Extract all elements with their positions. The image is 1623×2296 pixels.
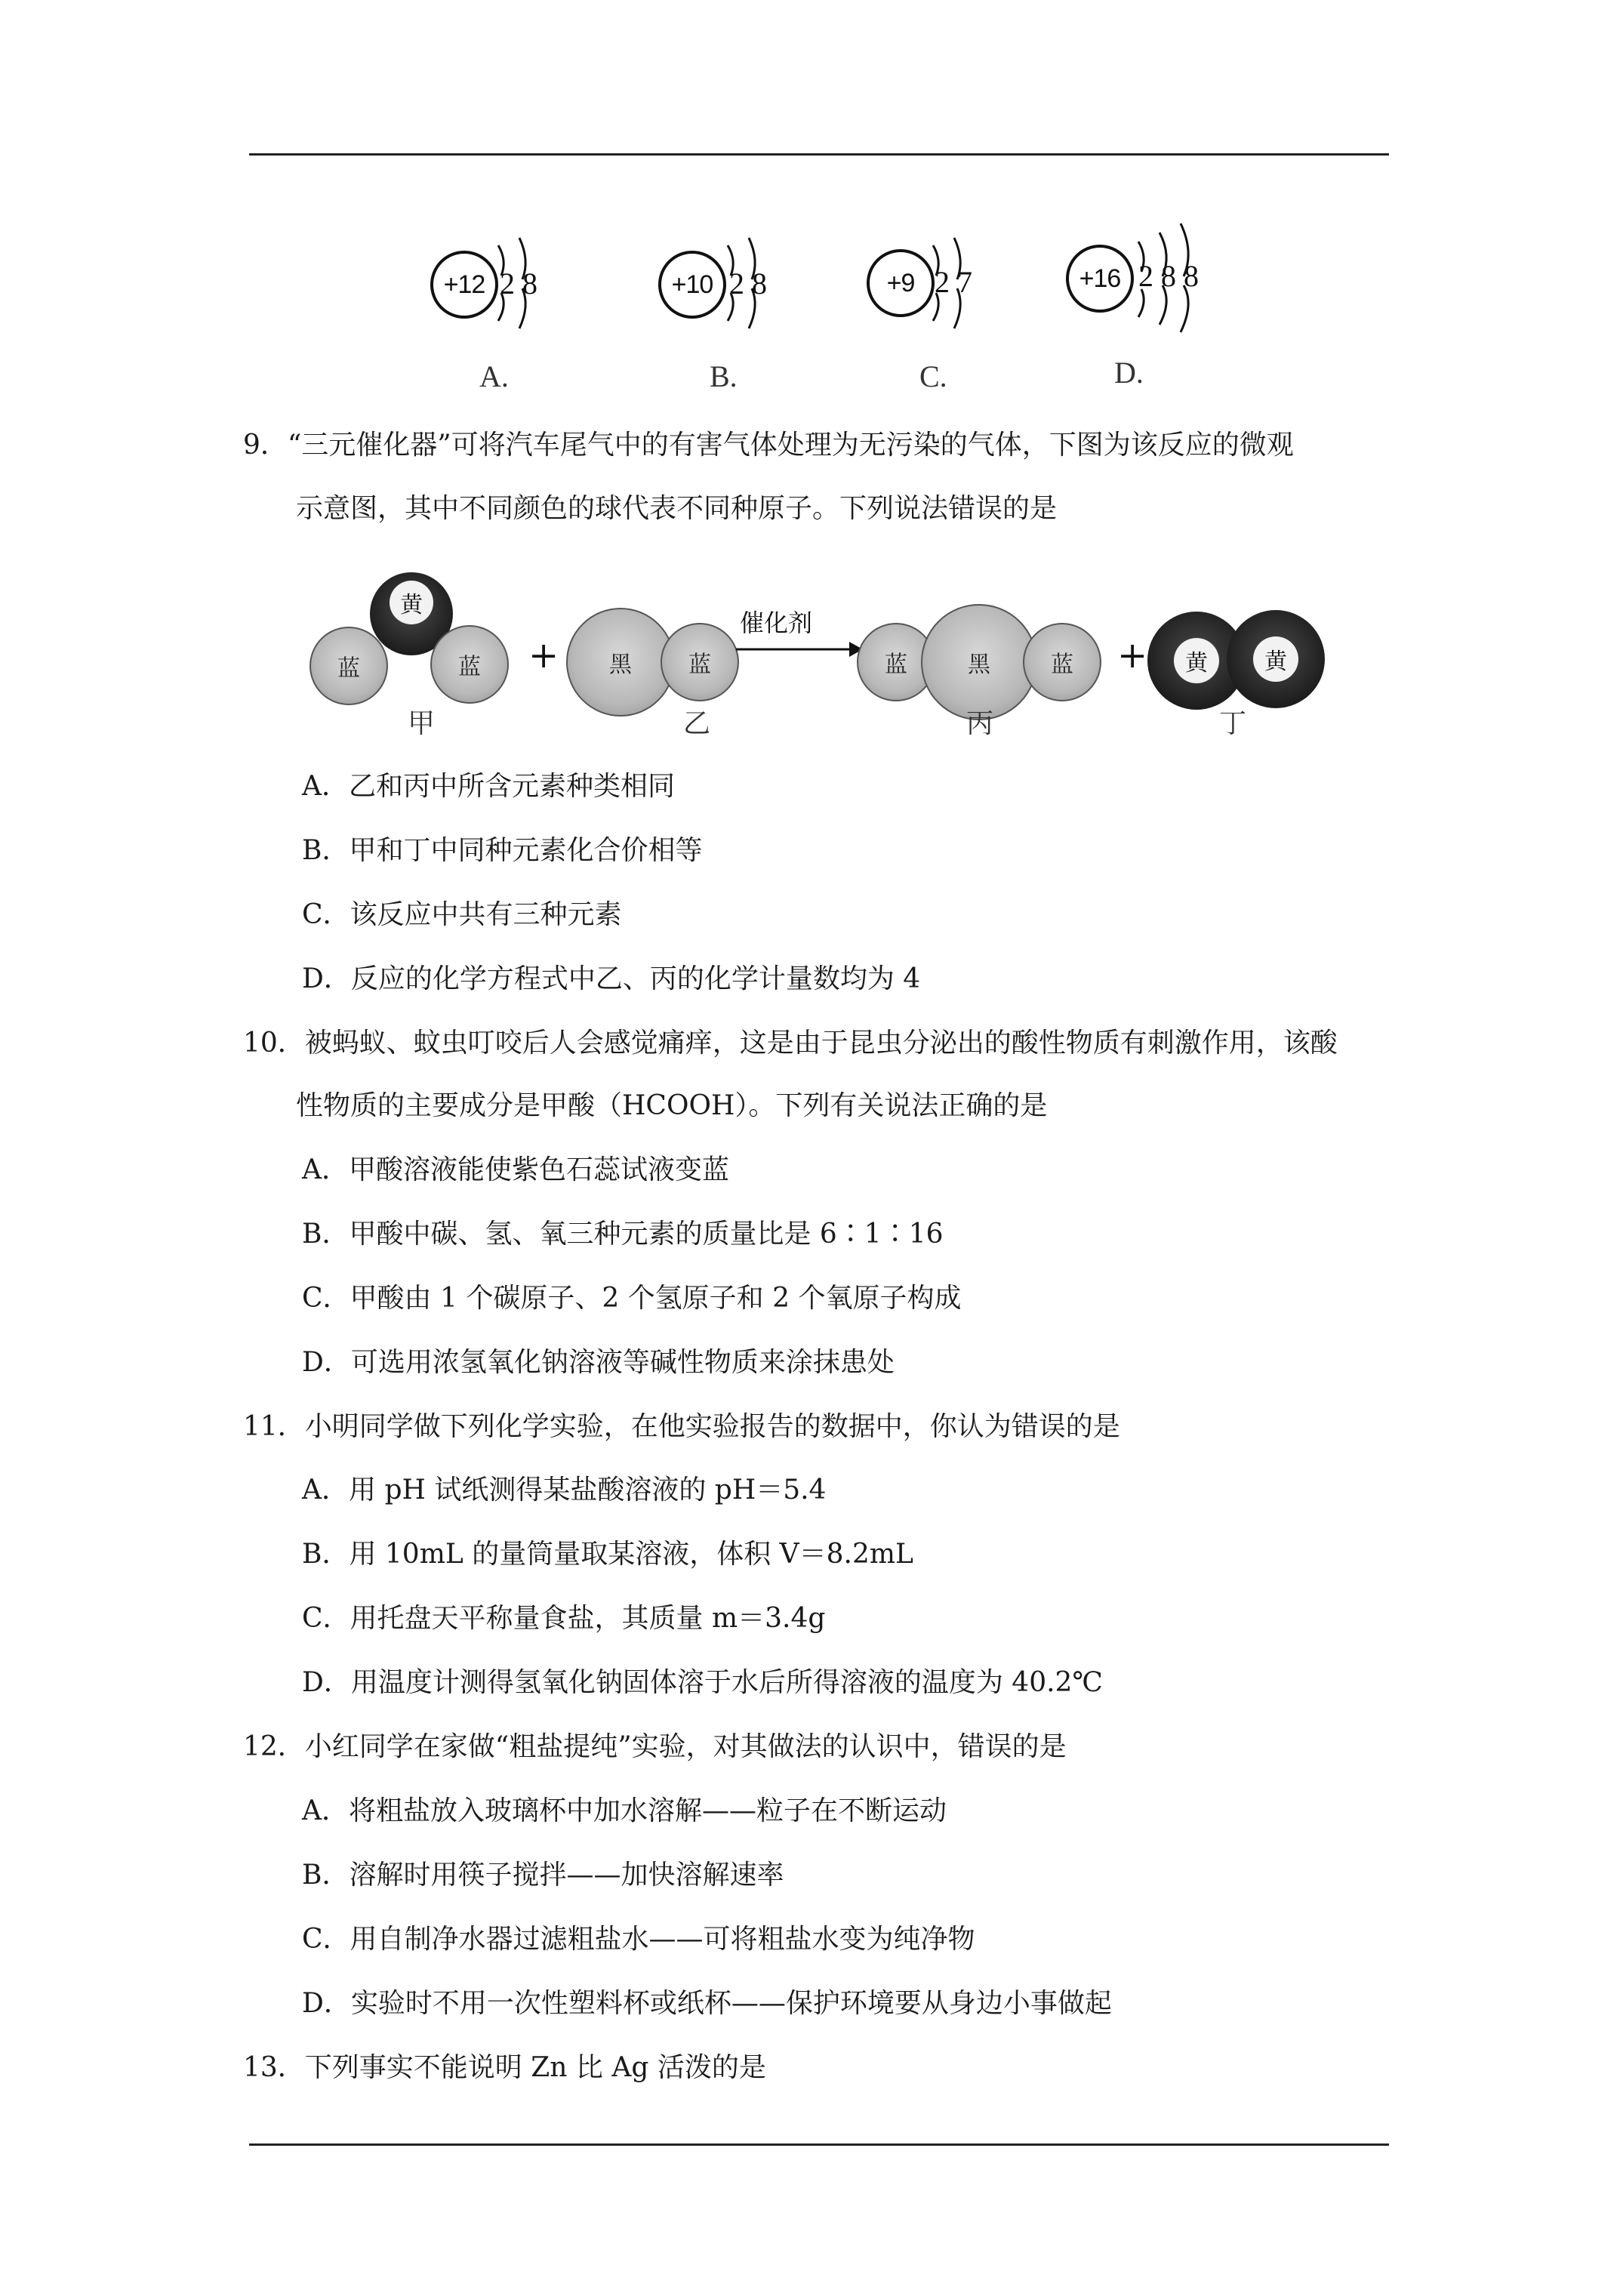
electron-shells: 2 8 bbox=[729, 267, 767, 300]
reactant-label-yi: 乙 bbox=[683, 708, 711, 739]
atom-label: 蓝 bbox=[337, 655, 360, 682]
reactant-label-jia: 甲 bbox=[408, 708, 436, 739]
atom-label: 黑 bbox=[968, 652, 990, 678]
nucleus-circle: +9 bbox=[867, 249, 935, 317]
question-10-option-d: D．可选用浓氢氧化钠溶液等碱性物质来涂抹患处 bbox=[302, 1347, 895, 1378]
plus-sign: + bbox=[528, 634, 559, 676]
question-9-stem-line1: 9．“三元催化器”可将汽车尾气中的有害气体处理为无污染的气体，下图为该反应的微观 bbox=[243, 430, 1294, 461]
atom-label: 黄 bbox=[390, 581, 433, 624]
atom-diagram-b bbox=[649, 204, 815, 408]
atom-label: 黄 bbox=[1253, 636, 1298, 682]
electron-shells: 2 8 8 bbox=[1138, 259, 1199, 293]
question-10-stem-line1: 10．被蚂蚁、蚊虫叮咬后人会感觉痛痒，这是由于昆虫分泌出的酸性物质有刺激作用，该酸 bbox=[243, 1028, 1338, 1059]
question-12-option-a: A．将粗盐放入玻璃杯中加水溶解——粒子在不断运动 bbox=[302, 1795, 947, 1826]
atom-ball-blue bbox=[430, 625, 509, 704]
atom-ball-black bbox=[566, 608, 675, 717]
question-11-option-c: C．用托盘天平称量食盐，其质量 m＝3.4g bbox=[302, 1603, 826, 1634]
question-9-option-c: C．该反应中共有三种元素 bbox=[302, 899, 622, 930]
option-label: A. bbox=[479, 359, 509, 393]
nucleus-circle: +16 bbox=[1066, 245, 1134, 313]
question-12-option-c: C．用自制净水器过滤粗盐水——可将粗盐水变为纯净物 bbox=[302, 1924, 975, 1955]
plus-sign: + bbox=[1117, 634, 1148, 676]
question-10-option-c: C．甲酸由 1 个碳原子、2 个氢原子和 2 个氧原子构成 bbox=[302, 1283, 962, 1314]
atom-diagram-d bbox=[1057, 204, 1261, 408]
atom-ball-blue bbox=[661, 623, 739, 701]
atom-label: 蓝 bbox=[1051, 652, 1073, 678]
reaction-arrow-icon bbox=[736, 638, 864, 661]
atom-ball-blue bbox=[310, 627, 388, 705]
option-label: C. bbox=[919, 359, 947, 393]
atom-label: 蓝 bbox=[688, 652, 711, 678]
question-11-option-b: B．用 10mL 的量筒量取某溶液，体积 V＝8.2mL bbox=[302, 1539, 913, 1570]
header-rule bbox=[249, 153, 1389, 156]
question-9-option-b: B．甲和丁中同种元素化合价相等 bbox=[302, 835, 703, 866]
atom-label: 蓝 bbox=[458, 654, 481, 680]
electron-shells: 2 7 bbox=[935, 265, 972, 299]
question-9-option-d: D．反应的化学方程式中乙、丙的化学计量数均为 4 bbox=[302, 963, 921, 994]
electron-shells: 2 8 bbox=[500, 267, 537, 300]
atom-label: 黄 bbox=[1174, 638, 1219, 683]
catalyst-label: 催化剂 bbox=[740, 609, 813, 637]
nucleus-circle: +10 bbox=[658, 251, 726, 319]
question-13-stem: 13．下列事实不能说明 Zn 比 Ag 活泼的是 bbox=[243, 2052, 766, 2083]
question-12-stem: 12．小红同学在家做“粗盐提纯”实验，对其做法的认识中，错误的是 bbox=[243, 1731, 1067, 1762]
question-11-option-d: D．用温度计测得氢氧化钠固体溶于水后所得溶液的温度为 40.2℃ bbox=[302, 1667, 1103, 1698]
atom-diagram-c bbox=[861, 204, 1027, 408]
atom-label: 黑 bbox=[609, 652, 632, 678]
reaction-diagram bbox=[302, 559, 1329, 747]
question-9-option-a: A．乙和丙中所含元素种类相同 bbox=[302, 771, 675, 802]
question-10-stem-line2: 性物质的主要成分是甲酸（HCOOH）。下列有关说法正确的是 bbox=[296, 1090, 1048, 1121]
footer-rule bbox=[249, 2143, 1389, 2146]
question-9-stem-line2: 示意图，其中不同颜色的球代表不同种原子。下列说法错误的是 bbox=[296, 493, 1058, 524]
question-10-option-b: B．甲酸中碳、氢、氧三种元素的质量比是 6∶1∶16 bbox=[302, 1219, 944, 1250]
question-11-stem: 11．小明同学做下列化学实验，在他实验报告的数据中，你认为错误的是 bbox=[243, 1411, 1120, 1442]
atom-ball-yellow bbox=[1227, 610, 1325, 708]
option-label: D. bbox=[1114, 356, 1144, 390]
question-10-option-a: A．甲酸溶液能使紫色石蕊试液变蓝 bbox=[302, 1154, 729, 1185]
option-label: B. bbox=[710, 359, 738, 393]
atom-structure-diagrams bbox=[423, 204, 1268, 408]
product-label-ding: 丁 bbox=[1219, 708, 1247, 739]
question-12-option-d: D．实验时不用一次性塑料杯或纸杯——保护环境要从身边小事做起 bbox=[302, 1988, 1112, 2019]
nucleus-circle: +12 bbox=[430, 251, 498, 319]
atom-ball-blue bbox=[1023, 623, 1101, 701]
product-label-bing: 丙 bbox=[966, 708, 994, 739]
atom-label: 蓝 bbox=[885, 652, 907, 678]
question-11-option-a: A．用 pH 试纸测得某盐酸溶液的 pH＝5.4 bbox=[302, 1475, 827, 1505]
question-12-option-b: B．溶解时用筷子搅拌——加快溶解速率 bbox=[302, 1860, 784, 1891]
atom-diagram-a bbox=[423, 204, 589, 408]
